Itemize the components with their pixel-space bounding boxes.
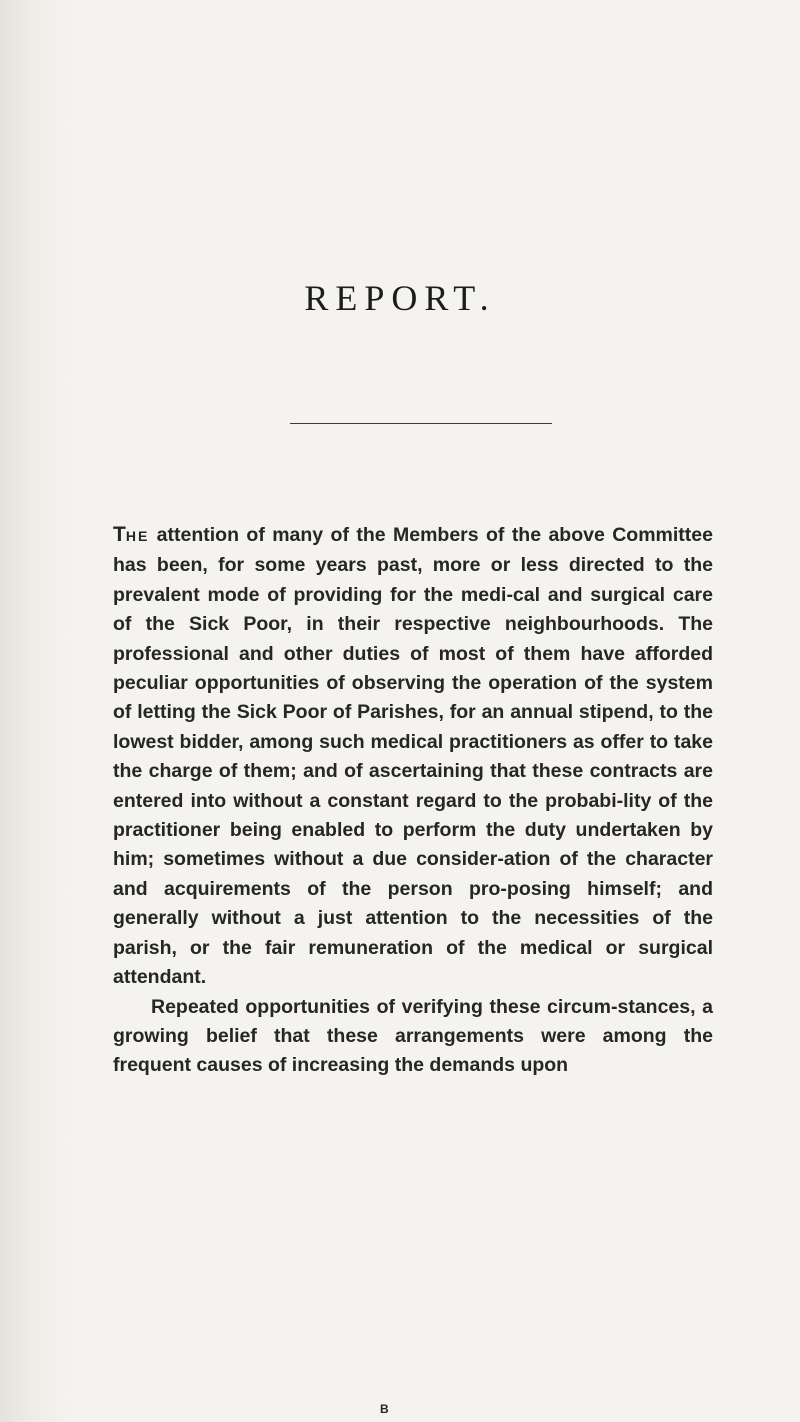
paragraph-1-text: attention of many of the Members of the above Committee has been, for some years past, more or less directed to the prevalent mode of providing for the medi-cal and surgical care of the Sick Poor, in their respective neighbourhoods. The professional and other duties of most of them have afforded peculiar opportunities of observing the operation of the system of letting the Sick Poor of Parishes, for an annual stipend, to the lowest bidder, among such medical practitioners as offer to take the charge of them; and of ascertaining that these contracts are entered into without a constant regard to the probabi-lity of the practitioner being enabled to perform the duty undertaken by him; sometimes without a due consider-ation of the character and acquirements of the person pro-posing himself; and generally without a just attention to the necessities of the parish, or the fair remuneration of the medical or surgical attendant. xyxy=(113,524,713,989)
drop-initial: T xyxy=(113,523,126,546)
paragraph-2: Repeated opportunities of verifying these circum-stances, a growing belief that these arrangements were among the frequent causes of increasing the demands upon xyxy=(113,995,713,1077)
title-rule-divider xyxy=(290,423,552,424)
paragraph-1 xyxy=(113,520,713,993)
report-body xyxy=(113,520,713,1081)
page-edge-shadow xyxy=(0,0,70,1422)
signature-mark: B xyxy=(380,1402,389,1416)
page-title: REPORT. xyxy=(304,278,496,318)
small-caps-lead: HE xyxy=(125,528,150,544)
